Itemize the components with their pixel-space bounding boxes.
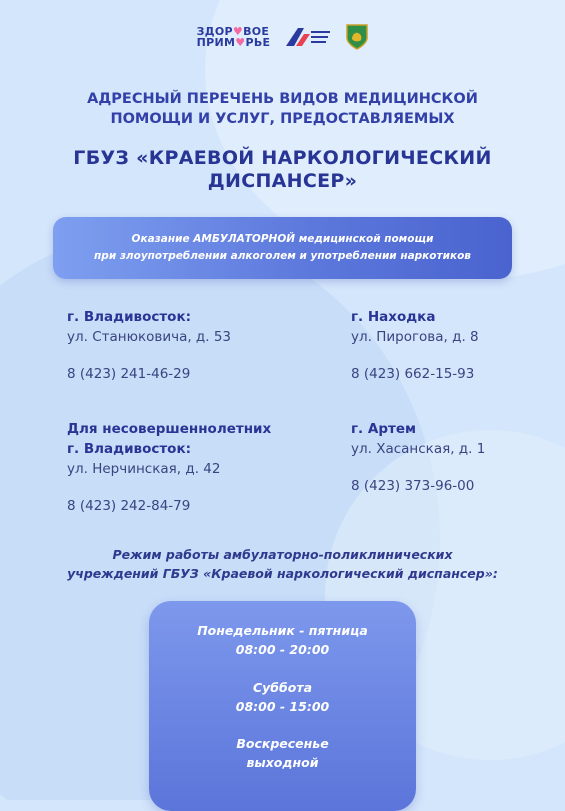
phone-number: 8 (423) 373-96-00	[351, 478, 475, 494]
address-block-vladivostok	[67, 307, 231, 384]
national-projects-logo	[284, 24, 332, 50]
schedule-day: Суббота	[252, 680, 313, 695]
phone-number: 8 (423) 242-84-79	[67, 498, 191, 514]
schedule-weekdays	[149, 621, 416, 659]
organization-name: ГБУЗ «КРАЕВОЙ НАРКОЛОГИЧЕСКИЙ ДИСПАНСЕР»	[73, 147, 492, 192]
city-name: г. Владивосток:	[67, 309, 192, 325]
street-address: ул. Пирогова, д. 8	[351, 329, 479, 345]
service-banner	[53, 217, 512, 279]
address-block-minors	[67, 419, 271, 516]
street-address: ул. Станюковича, д. 53	[67, 329, 232, 345]
banner-line: Оказание АМБУЛАТОРНОЙ медицинской помощи	[131, 233, 434, 245]
working-hours-heading: Режим работы амбулаторно-поликлинических учреждений ГБУЗ «Краевой наркологический диспансер»:	[67, 547, 498, 581]
coat-of-arms-icon	[346, 24, 368, 50]
schedule-time: выходной	[246, 755, 319, 770]
address-block-artem	[351, 419, 485, 496]
street-address: ул. Нерчинская, д. 42	[67, 461, 221, 477]
schedule-saturday	[149, 678, 416, 716]
city-name: г. Владивосток:	[67, 441, 192, 457]
schedule-day: Воскресенье	[236, 736, 329, 751]
phone-number: 8 (423) 662-15-93	[351, 366, 475, 382]
city-name: г. Артем	[351, 421, 417, 437]
schedule-sunday	[149, 734, 416, 772]
street-address: ул. Хасанская, д. 1	[351, 441, 486, 457]
document-title: АДРЕСНЫЙ ПЕРЕЧЕНЬ ВИДОВ МЕДИЦИНСКОЙ ПОМОЩИ И УСЛУГ, ПРЕДОСТАВЛЯЕМЫХ	[87, 91, 478, 127]
working-hours-card	[149, 601, 416, 811]
phone-number: 8 (423) 241-46-29	[67, 366, 191, 382]
logo-bar	[0, 24, 565, 50]
banner-line: при злоупотреблении алкоголем и употреблении наркотиков	[94, 250, 471, 262]
address-block-nakhodka	[351, 307, 479, 384]
zdorovoe-primorye-logo: ЗДОР♥ВОЕ ПРИМ♥РЬЕ	[196, 25, 271, 49]
schedule-time: 08:00 - 20:00	[235, 642, 330, 657]
city-name: г. Находка	[351, 309, 436, 325]
minors-label: Для несовершеннолетних	[67, 421, 272, 437]
schedule-day: Понедельник - пятница	[197, 623, 368, 638]
schedule-time: 08:00 - 15:00	[235, 699, 330, 714]
